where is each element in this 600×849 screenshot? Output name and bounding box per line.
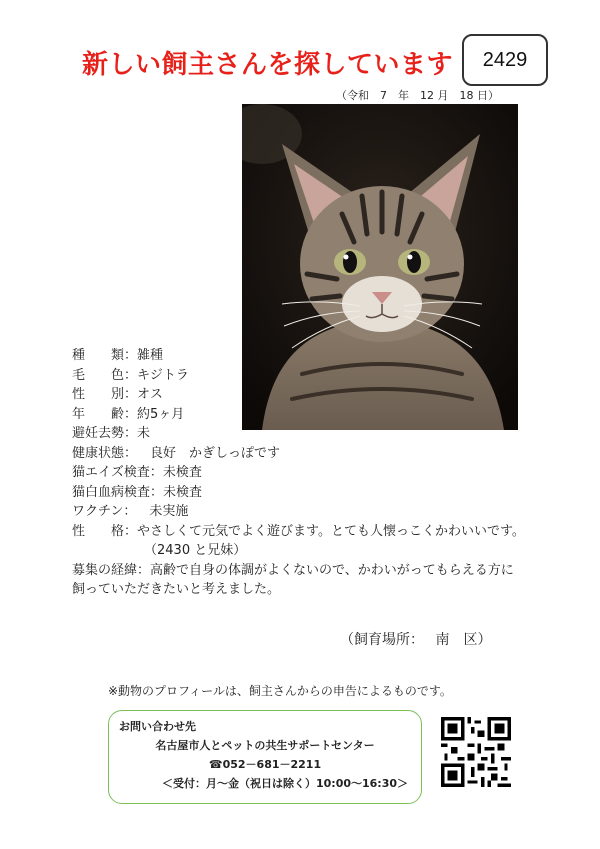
contact-box: [108, 710, 422, 804]
profile-value: 未実施: [136, 504, 189, 519]
date-label: （令和 7 年 12 月 18 日）: [336, 89, 499, 102]
id-number-box: 2429: [462, 34, 548, 86]
page-title: 新しい飼主さんを探しています: [82, 50, 454, 80]
profile-label: 毛 色：: [72, 367, 138, 383]
recruit-label: 募集の経緯：: [72, 562, 151, 578]
profile-row-color: [72, 366, 525, 386]
recruit-line2: 飼っていただきたいと考えました。: [72, 582, 281, 597]
profile-row-fiv: [72, 463, 525, 483]
profile-value: オス: [137, 387, 163, 402]
profile-value: 良好 かぎしっぽです: [137, 445, 281, 461]
recruit-row: [72, 561, 525, 581]
profile-value: やさしくて元気でよく遊びます。とても人懐っこくかわいいです。: [137, 523, 525, 539]
recruit-line1: 高齢で自身の体調がよくないので、かわいがってもらえる方に: [150, 562, 514, 578]
personality-extra: （2430 と兄妹）: [144, 543, 247, 558]
profile-note: ※動物のプロフィールは、飼主さんからの申告によるものです。: [108, 684, 452, 698]
profile-row-health: [72, 444, 525, 464]
profile-value: 雑種: [137, 348, 164, 363]
qr-code-icon[interactable]: [441, 717, 511, 787]
profile-value: 未検査: [162, 465, 202, 480]
profile-label: 猫白血病検査：: [72, 484, 164, 500]
breeding-place: （飼育場所： 南 区）: [340, 632, 492, 648]
profile-row-neuter: [72, 424, 525, 444]
profile-label: 年 齢：: [72, 406, 138, 422]
profile-label: 性 格：: [72, 523, 138, 539]
profile-label: 健康状態：: [72, 445, 138, 461]
profile-row-felv: [72, 483, 525, 503]
contact-heading: お問い合わせ先: [119, 720, 196, 733]
profile-value: 未検査: [163, 484, 203, 500]
contact-hours: ＜受付：月～金（祝日は除く）10:00～16:30＞: [161, 777, 409, 790]
profile-label: 猫エイズ検査：: [72, 465, 163, 480]
profile-row-breed: [72, 346, 525, 366]
profile-row-sex: [72, 385, 525, 405]
profile-value: 約5ヶ月: [137, 406, 185, 422]
profile-row-vaccine: [72, 502, 525, 522]
profile-list: [72, 346, 525, 600]
profile-label: 種 類：: [72, 348, 138, 363]
profile-row-age: [72, 405, 525, 425]
profile-value: 未: [137, 426, 151, 441]
profile-row-personality: [72, 522, 525, 542]
profile-label: 性 別：: [72, 387, 138, 402]
contact-phone: ☎052－681－2211: [208, 758, 322, 771]
profile-label: 避妊去勢：: [72, 426, 138, 441]
contact-org: 名古屋市人とペットの共生サポートセンター: [155, 739, 375, 752]
profile-value: キジトラ: [137, 367, 189, 383]
profile-label: ワクチン：: [72, 504, 137, 519]
